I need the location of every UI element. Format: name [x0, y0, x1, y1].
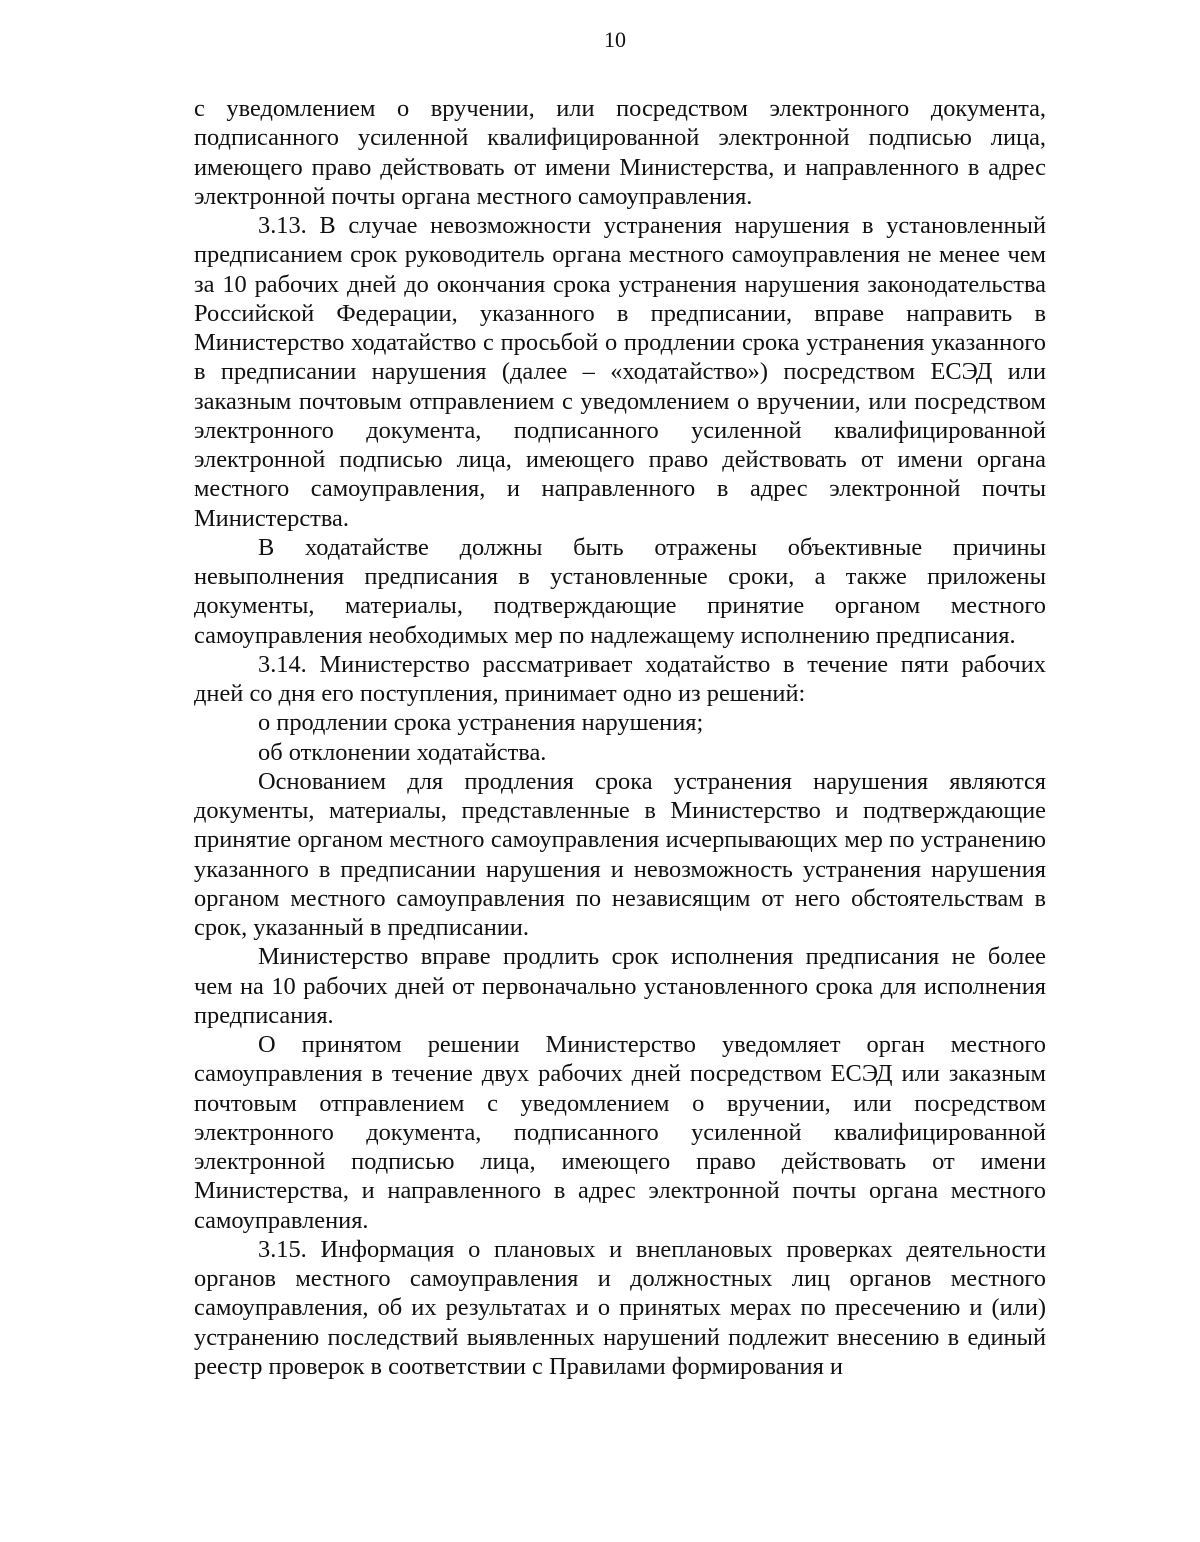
- decision-option-reject: об отклонении ходатайства.: [258, 738, 547, 766]
- decision-option-extend: о продлении срока устранения нарушения;: [258, 709, 704, 737]
- paragraph-3-13: 3.13. В случае невозможности устранения нарушения в установленный предписанием срок руководитель органа местного самоуправления не менее чем за 10 рабочих дней до окончания срока устранения нарушения законодательства Российской Федерации, указанного в предписании, вправе направить в Министерство ходатайство с просьбой о продлении срока устранения указанного в предписании нарушения (далее – «ходатайство») посредством ЕСЭД или заказным почтовым отправлением с уведомлением о вручении, или посредством электронного документа, подписанного усиленной квалифицированной электронной подписью лица, имеющего право действовать от имени органа местного самоуправления, и направленного в адрес электронной почты Министерства.: [194, 212, 1046, 532]
- paragraph-3-15: 3.15. Информация о плановых и внеплановых проверках деятельности органов местного самоуправления и должностных лиц органов местного самоуправления, об их результатах и о принятых мерах по пресечению и (или) устранению последствий выявленных нарушений подлежит внесению в единый реестр проверок в соответствии с Правилами формирования и: [194, 1235, 1046, 1380]
- paragraph-petition-requirements: В ходатайстве должны быть отражены объективные причины невыполнения предписания в установленные сроки, а также приложены документы, материалы, подтверждающие принятие органом местного самоуправления необходимых мер по надлежащему исполнению предписания.: [194, 533, 1046, 649]
- paragraph-3-14: 3.14. Министерство рассматривает ходатайство в течение пяти рабочих дней со дня его поступления, принимает одно из решений:: [194, 650, 1046, 707]
- paragraph-continuation: с уведомлением о вручении, или посредством электронного документа, подписанного усиленной квалифицированной электронной подписью лица, имеющего право действовать от имени Министерства, и направленного в адрес электронной почты органа местного самоуправления.: [194, 95, 1046, 210]
- paragraph-extension-limit: Министерство вправе продлить срок исполнения предписания не более чем на 10 рабочих дней от первоначально установленного срока для исполнения предписания.: [194, 943, 1046, 1029]
- page-number: 10: [604, 27, 626, 52]
- paragraph-notification: О принятом решении Министерство уведомляет орган местного самоуправления в течение двух рабочих дней посредством ЕСЭД или заказным почтовым отправлением с уведомлением о вручении, или посредством электронного документа, подписанного усиленной квалифицированной электронной подписью лица, имеющего право действовать от имени Министерства, и направленного в адрес электронной почты органа местного самоуправления.: [194, 1031, 1046, 1234]
- paragraph-extension-grounds: Основанием для продления срока устранения нарушения являются документы, материалы, представленные в Министерство и подтверждающие принятие органом местного самоуправления исчерпывающих мер по устранению указанного в предписании нарушения и невозможность устранения нарушения органом местного самоуправления по независящим от него обстоятельствам в срок, указанный в предписании.: [194, 767, 1046, 941]
- document-body: [194, 94, 1046, 1381]
